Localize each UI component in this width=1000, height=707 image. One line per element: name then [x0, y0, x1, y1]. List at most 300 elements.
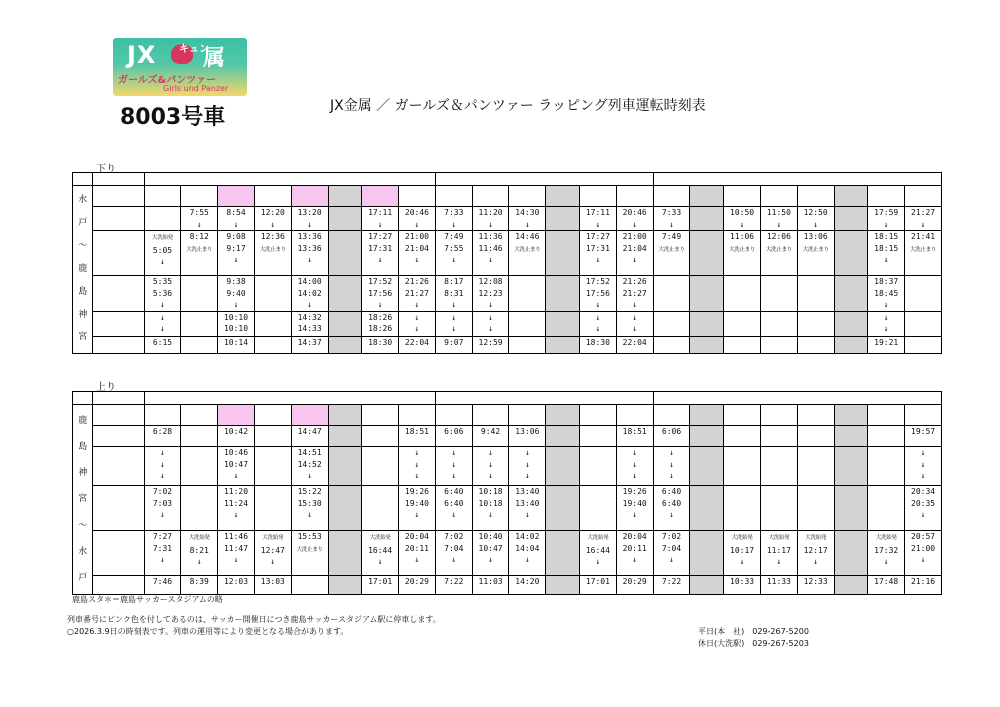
time-cell: 14:00 14:02 ↓: [291, 276, 328, 312]
time-cell: 11:36 11:46 ↓: [472, 231, 509, 276]
train-number: [905, 405, 942, 426]
station-name: [93, 231, 144, 276]
timetable-row: [73, 311, 942, 336]
time-cell: 13:20 ↓: [291, 207, 328, 231]
time-cell: [509, 311, 546, 336]
station-name: [93, 207, 144, 231]
up-label: 上り: [96, 382, 116, 393]
time-cell: 21:00 21:04 ↓: [399, 231, 436, 276]
time-cell: [834, 426, 868, 447]
time-cell: 6:28: [144, 426, 181, 447]
time-cell: 17:52 17:56 ↓: [362, 276, 399, 312]
time-cell: 7:55 ↓: [181, 207, 218, 231]
time-cell: [362, 447, 399, 486]
time-cell: 18:51: [399, 426, 436, 447]
time-cell: 15:22 15:30 ↓: [291, 486, 328, 531]
time-cell: [328, 207, 362, 231]
station-name: [93, 336, 144, 353]
time-cell: [546, 426, 580, 447]
time-cell: 6:06: [435, 426, 472, 447]
train-number: [616, 405, 653, 426]
time-cell: 7:02 7:04 ↓: [653, 531, 690, 576]
time-cell: 20:57 21:00 ↓: [905, 531, 942, 576]
time-cell: 7:33 ↓: [435, 207, 472, 231]
train-number: [362, 186, 399, 207]
train-number: [218, 405, 255, 426]
time-cell: [760, 426, 797, 447]
date-header: [435, 392, 653, 405]
time-cell: 20:29: [399, 576, 436, 595]
time-cell: 7:02 7:04 ↓: [435, 531, 472, 576]
time-cell: [181, 311, 218, 336]
time-cell: [362, 486, 399, 531]
time-cell: 大洗始発 8:21 ↓: [181, 531, 218, 576]
time-cell: 12:06 大洗止まり: [760, 231, 797, 276]
time-cell: 21:16: [905, 576, 942, 595]
time-cell: 11:46 11:47 ↓: [218, 531, 255, 576]
time-cell: [868, 426, 905, 447]
time-cell: [653, 336, 690, 353]
logo-sub: ガールズ&パンツァー: [118, 75, 217, 86]
time-cell: [834, 231, 868, 276]
date-header: [144, 392, 435, 405]
timetable-row: [73, 447, 942, 486]
time-cell: [579, 426, 616, 447]
time-cell: 大洗始発 12:17 ↓: [797, 531, 834, 576]
time-cell: 大洗始発 12:47 ↓: [254, 531, 291, 576]
time-cell: [905, 311, 942, 336]
train-number: [472, 186, 509, 207]
time-cell: 22:04: [399, 336, 436, 353]
time-cell: 12:20 ↓: [254, 207, 291, 231]
time-cell: ↓ ↓ ↓: [905, 447, 942, 486]
time-cell: [653, 311, 690, 336]
time-cell: 18:26 18:26: [362, 311, 399, 336]
time-cell: 6:40 6:40 ↓: [435, 486, 472, 531]
time-cell: [181, 486, 218, 531]
station-name: [93, 486, 144, 531]
time-cell: 14:32 14:33: [291, 311, 328, 336]
down-label: 下り: [96, 164, 116, 175]
time-cell: 22:04: [616, 336, 653, 353]
time-cell: [328, 531, 362, 576]
time-cell: [834, 311, 868, 336]
station-name: [93, 311, 144, 336]
car-number: 8003号車: [120, 105, 226, 130]
time-cell: 大洗始発 17:32 ↓: [868, 531, 905, 576]
time-cell: ↓ ↓: [144, 311, 181, 336]
time-cell: [724, 447, 761, 486]
time-cell: 7:46: [144, 576, 181, 595]
train-number: [690, 186, 724, 207]
time-cell: [509, 276, 546, 312]
contact-weekday: 平日(本 社) 029-267-5200: [698, 627, 809, 636]
time-cell: 13:06 大洗止まり: [797, 231, 834, 276]
train-number: [760, 405, 797, 426]
time-cell: [328, 276, 362, 312]
time-cell: [724, 311, 761, 336]
time-cell: 13:03: [254, 576, 291, 595]
time-cell: 12:33: [797, 576, 834, 595]
time-cell: [834, 531, 868, 576]
time-cell: [181, 447, 218, 486]
time-cell: 7:49 大洗止まり: [653, 231, 690, 276]
train-number: [399, 186, 436, 207]
time-cell: [509, 336, 546, 353]
time-cell: 17:27 17:31 ↓: [579, 231, 616, 276]
time-cell: 大洗始発 16:44 ↓: [362, 531, 399, 576]
time-cell: 18:30: [362, 336, 399, 353]
blank-cell: [73, 173, 93, 186]
train-number: [797, 186, 834, 207]
train-number: [509, 405, 546, 426]
time-cell: [181, 276, 218, 312]
time-cell: 20:04 20:11 ↓: [399, 531, 436, 576]
time-cell: [546, 276, 580, 312]
train-number: [653, 186, 690, 207]
train-number: [724, 405, 761, 426]
page-title: JX金属 ／ ガールズ＆パンツァー ラッピング列車運転時刻表: [330, 98, 706, 114]
time-cell: [760, 486, 797, 531]
time-cell: [760, 276, 797, 312]
train-number: [254, 405, 291, 426]
time-cell: [328, 486, 362, 531]
time-cell: [181, 426, 218, 447]
time-cell: [834, 486, 868, 531]
time-cell: [546, 231, 580, 276]
time-cell: 7:22: [435, 576, 472, 595]
time-cell: [690, 276, 724, 312]
logo-zoku: 属: [203, 46, 226, 71]
train-number: [653, 405, 690, 426]
time-cell: 20:34 20:35 ↓: [905, 486, 942, 531]
time-cell: 13:06: [509, 426, 546, 447]
timetable-row: [73, 531, 942, 576]
down-timetable: [72, 172, 942, 354]
time-cell: [724, 426, 761, 447]
time-cell: 7:27 7:31 ↓: [144, 531, 181, 576]
time-cell: 17:11 ↓: [579, 207, 616, 231]
train-number: [362, 405, 399, 426]
time-cell: 14:30 ↓: [509, 207, 546, 231]
time-cell: [328, 426, 362, 447]
timetable-row: [73, 207, 942, 231]
time-cell: 6:15: [144, 336, 181, 353]
time-cell: 8:17 8:31 ↓: [435, 276, 472, 312]
time-cell: [690, 426, 724, 447]
time-cell: 12:36 大洗止まり: [254, 231, 291, 276]
time-cell: 大洗始発 16:44 ↓: [579, 531, 616, 576]
time-cell: 17:48: [868, 576, 905, 595]
time-cell: [905, 336, 942, 353]
time-cell: [328, 231, 362, 276]
time-cell: [868, 486, 905, 531]
time-cell: ↓ ↓: [435, 311, 472, 336]
time-cell: [144, 207, 181, 231]
station-name: [93, 276, 144, 312]
time-cell: ↓ ↓ ↓: [399, 447, 436, 486]
time-cell: 大洗始発 5:05 ↓: [144, 231, 181, 276]
time-cell: [362, 426, 399, 447]
timetable-row: [73, 576, 942, 595]
time-cell: [328, 447, 362, 486]
logo-sub2: Girls und Panzer: [163, 84, 229, 93]
train-number: [546, 186, 580, 207]
time-cell: [546, 576, 580, 595]
time-cell: 10:33: [724, 576, 761, 595]
time-cell: 12:08 12:23 ↓: [472, 276, 509, 312]
time-cell: [690, 207, 724, 231]
time-cell: 10:10 10:10: [218, 311, 255, 336]
time-cell: [690, 336, 724, 353]
time-cell: ↓ ↓ ↓: [509, 447, 546, 486]
date-header: [653, 392, 941, 405]
time-cell: 大洗始発 11:17 ↓: [760, 531, 797, 576]
jx-logo: [113, 38, 247, 96]
time-cell: [834, 276, 868, 312]
route-side-label: 水 戸 ～ 鹿 島 神 宮: [73, 186, 93, 354]
contact-holiday: 休日(大洗駅) 029-267-5203: [698, 639, 809, 648]
time-cell: 11:03: [472, 576, 509, 595]
time-cell: [834, 207, 868, 231]
time-cell: ↓ ↓: [868, 311, 905, 336]
time-cell: 12:59: [472, 336, 509, 353]
time-cell: [328, 311, 362, 336]
pink-note: 列車番号にピンク色を付してあるのは、サッカー開催日につき鹿島サッカースタジアム駅に停車します。: [67, 615, 441, 624]
train-number: [254, 186, 291, 207]
time-cell: ↓ ↓ ↓: [144, 447, 181, 486]
train-number: [144, 405, 181, 426]
time-cell: 9:08 9:17 ↓: [218, 231, 255, 276]
time-cell: ↓ ↓: [399, 311, 436, 336]
time-cell: [254, 336, 291, 353]
time-cell: 5:35 5:36 ↓: [144, 276, 181, 312]
time-cell: 19:26 19:40 ↓: [399, 486, 436, 531]
time-cell: 20:46 ↓: [616, 207, 653, 231]
time-cell: [690, 447, 724, 486]
time-cell: 14:46 大洗止まり: [509, 231, 546, 276]
time-cell: [690, 486, 724, 531]
time-cell: 18:37 18:45 ↓: [868, 276, 905, 312]
time-cell: 19:57: [905, 426, 942, 447]
timetable-row: [73, 276, 942, 312]
time-cell: 6:06: [653, 426, 690, 447]
blank-cell: [73, 392, 93, 405]
time-cell: 11:50 ↓: [760, 207, 797, 231]
time-cell: [579, 447, 616, 486]
time-cell: 12:03: [218, 576, 255, 595]
time-cell: 10:18 10:18 ↓: [472, 486, 509, 531]
time-cell: 11:33: [760, 576, 797, 595]
time-cell: [254, 276, 291, 312]
train-number: [724, 186, 761, 207]
station-name: [93, 531, 144, 576]
time-cell: [291, 576, 328, 595]
time-cell: 14:51 14:52 ↓: [291, 447, 328, 486]
time-cell: 18:30: [579, 336, 616, 353]
time-cell: 9:38 9:40 ↓: [218, 276, 255, 312]
train-number: [435, 186, 472, 207]
time-cell: 17:01: [362, 576, 399, 595]
time-cell: [546, 311, 580, 336]
date-header: [144, 173, 435, 186]
station-name: [93, 447, 144, 486]
time-cell: [254, 486, 291, 531]
time-cell: 21:27 ↓: [905, 207, 942, 231]
train-number: [181, 405, 218, 426]
train-station-caption: [93, 405, 144, 426]
time-cell: [797, 336, 834, 353]
time-cell: 8:54 ↓: [218, 207, 255, 231]
time-cell: [797, 426, 834, 447]
time-cell: [760, 447, 797, 486]
time-cell: 20:04 20:11 ↓: [616, 531, 653, 576]
time-cell: ↓ ↓: [616, 311, 653, 336]
time-cell: [254, 447, 291, 486]
time-cell: 17:27 17:31 ↓: [362, 231, 399, 276]
time-cell: [546, 447, 580, 486]
time-cell: [546, 531, 580, 576]
time-cell: 20:46 ↓: [399, 207, 436, 231]
time-cell: [760, 336, 797, 353]
logo-jx: JX: [127, 41, 157, 69]
time-cell: [254, 426, 291, 447]
time-cell: ↓ ↓ ↓: [472, 447, 509, 486]
time-cell: 10:14: [218, 336, 255, 353]
time-cell: [797, 311, 834, 336]
train-number: [579, 405, 616, 426]
time-cell: 19:21: [868, 336, 905, 353]
train-number: [579, 186, 616, 207]
time-cell: 11:20 11:24 ↓: [218, 486, 255, 531]
time-cell: [328, 336, 362, 353]
time-cell: [797, 486, 834, 531]
time-cell: 19:26 19:40 ↓: [616, 486, 653, 531]
time-cell: 21:00 21:04 ↓: [616, 231, 653, 276]
time-cell: 18:15 18:15 ↓: [868, 231, 905, 276]
date-note: ○2026.3.9日の時刻表です。列車の運用等により変更となる場合があります。: [67, 627, 349, 636]
time-cell: 10:46 10:47 ↓: [218, 447, 255, 486]
time-cell: 14:20: [509, 576, 546, 595]
train-number: [472, 405, 509, 426]
train-number: [181, 186, 218, 207]
operation-day-label: [93, 392, 144, 405]
time-cell: 14:37: [291, 336, 328, 353]
abbr-note: 鹿島スタ＊＝鹿島サッカースタジアムの略: [72, 595, 223, 604]
train-number: [616, 186, 653, 207]
time-cell: 9:42: [472, 426, 509, 447]
time-cell: 10:40 10:47 ↓: [472, 531, 509, 576]
time-cell: 12:50 ↓: [797, 207, 834, 231]
train-number: [905, 186, 942, 207]
station-name: [93, 426, 144, 447]
time-cell: 11:06 大洗止まり: [724, 231, 761, 276]
train-number: [291, 186, 328, 207]
time-cell: 17:59 ↓: [868, 207, 905, 231]
train-number: [218, 186, 255, 207]
time-cell: ↓ ↓ ↓: [616, 447, 653, 486]
time-cell: 7:33 ↓: [653, 207, 690, 231]
train-number: [399, 405, 436, 426]
train-number: [834, 405, 868, 426]
time-cell: [690, 576, 724, 595]
time-cell: ↓ ↓ ↓: [653, 447, 690, 486]
train-number: [546, 405, 580, 426]
time-cell: 7:49 7:55 ↓: [435, 231, 472, 276]
time-cell: [797, 276, 834, 312]
time-cell: [181, 336, 218, 353]
time-cell: 21:41 大洗止まり: [905, 231, 942, 276]
train-number: [797, 405, 834, 426]
up-timetable: [72, 391, 942, 595]
train-station-caption: [93, 186, 144, 207]
station-name: [93, 576, 144, 595]
time-cell: [905, 276, 942, 312]
time-cell: 10:42: [218, 426, 255, 447]
time-cell: 18:51: [616, 426, 653, 447]
time-cell: [690, 531, 724, 576]
time-cell: [724, 336, 761, 353]
time-cell: 7:22: [653, 576, 690, 595]
time-cell: [868, 447, 905, 486]
time-cell: 13:40 13:40 ↓: [509, 486, 546, 531]
train-number: [760, 186, 797, 207]
time-cell: [834, 576, 868, 595]
train-number: [834, 186, 868, 207]
time-cell: [653, 276, 690, 312]
time-cell: [724, 486, 761, 531]
time-cell: 17:52 17:56 ↓: [579, 276, 616, 312]
train-number: [328, 405, 362, 426]
time-cell: [579, 486, 616, 531]
time-cell: 9:07: [435, 336, 472, 353]
time-cell: [546, 207, 580, 231]
train-number: [690, 405, 724, 426]
time-cell: ↓ ↓ ↓: [435, 447, 472, 486]
time-cell: 14:47: [291, 426, 328, 447]
operation-day-label: [93, 173, 144, 186]
time-cell: 6:40 6:40 ↓: [653, 486, 690, 531]
train-number: [435, 405, 472, 426]
date-header: [435, 173, 653, 186]
train-number: [328, 186, 362, 207]
time-cell: 10:50 ↓: [724, 207, 761, 231]
time-cell: [328, 576, 362, 595]
time-cell: [760, 311, 797, 336]
time-cell: 17:01: [579, 576, 616, 595]
date-header: [653, 173, 941, 186]
time-cell: [834, 336, 868, 353]
timetable-row: [73, 426, 942, 447]
timetable-row: [73, 486, 942, 531]
route-side-label: 鹿 島 神 宮 ～ 水 戸: [73, 405, 93, 595]
time-cell: 20:29: [616, 576, 653, 595]
logo-kun: キュン: [179, 44, 209, 55]
time-cell: 大洗始発 10:17 ↓: [724, 531, 761, 576]
train-number: [868, 186, 905, 207]
train-number: [509, 186, 546, 207]
time-cell: [834, 447, 868, 486]
time-cell: 21:26 21:27 ↓: [399, 276, 436, 312]
train-number: [144, 186, 181, 207]
timetable-row: [73, 336, 942, 353]
time-cell: 8:12 大洗止まり: [181, 231, 218, 276]
time-cell: 17:11 ↓: [362, 207, 399, 231]
time-cell: 8:39: [181, 576, 218, 595]
time-cell: 13:36 13:36 ↓: [291, 231, 328, 276]
time-cell: [546, 486, 580, 531]
time-cell: [546, 336, 580, 353]
